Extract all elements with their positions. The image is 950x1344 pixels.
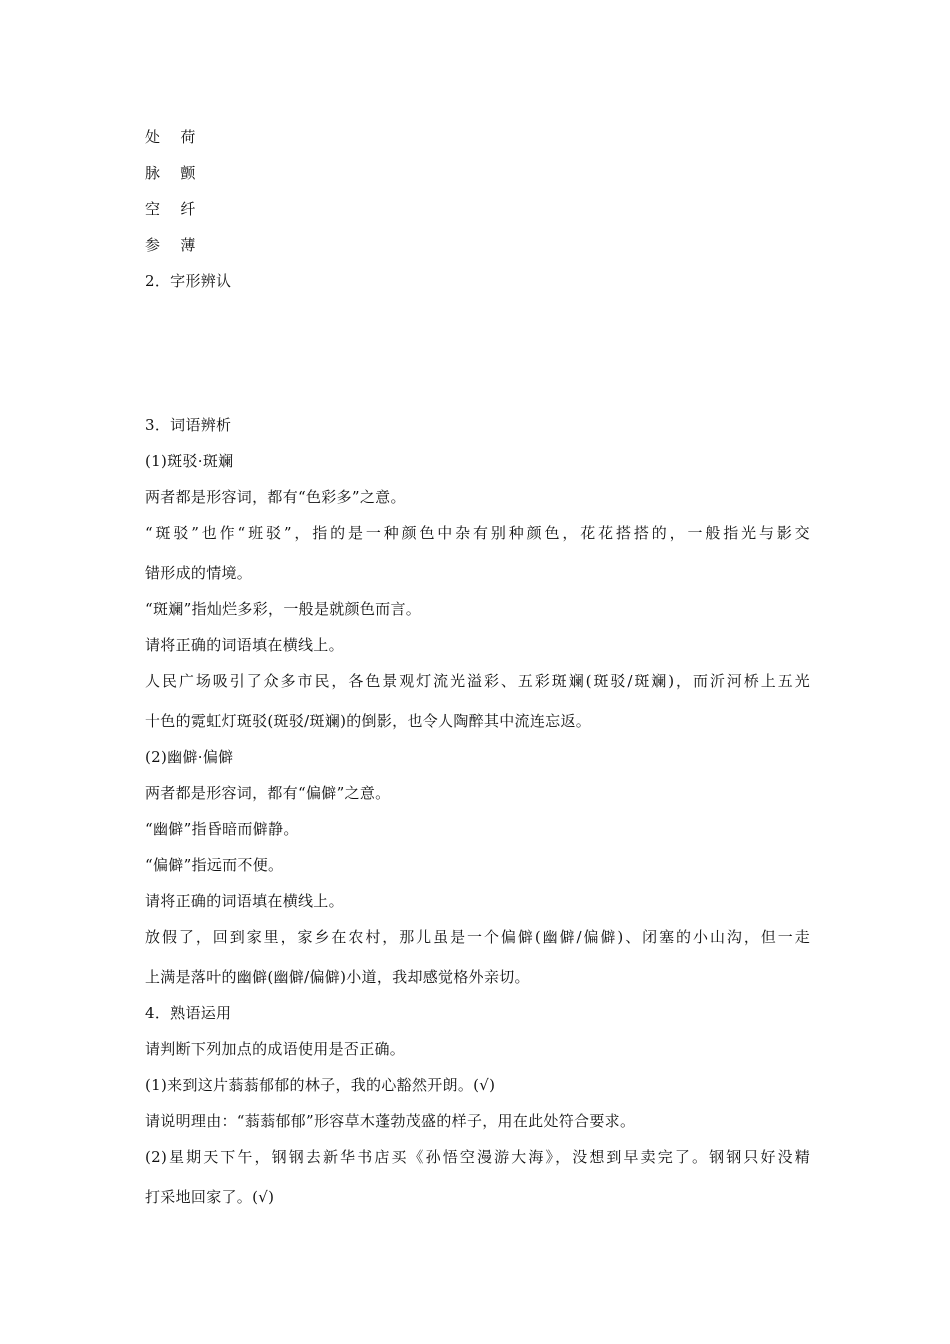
paragraph: 上满是落叶的幽僻(幽僻/偏僻)小道，我却感觉格外亲切。: [145, 968, 530, 986]
paragraph: “斑斓”指灿烂多彩，一般是就颜色而言。: [145, 600, 422, 618]
paragraph: 两者都是形容词，都有“偏僻”之意。: [145, 784, 391, 802]
instruction: 请判断下列加点的成语使用是否正确。: [145, 1040, 406, 1058]
paragraph: 两者都是形容词，都有“色彩多”之意。: [145, 488, 406, 506]
instruction: 请将正确的词语填在横线上。: [145, 636, 344, 654]
part-2-heading: (2)幽僻·偏僻: [145, 748, 234, 766]
paragraph: 十色的霓虹灯斑驳(斑驳/斑斓)的倒影，也令人陶醉其中流连忘返。: [145, 712, 592, 730]
pinyin-row-4: [145, 235, 196, 255]
char-b: 薄: [180, 236, 196, 254]
pinyin-row-1: [145, 127, 196, 147]
section-2-title: 2．字形辨认: [145, 272, 232, 290]
section-3-title: 3．词语辨析: [145, 416, 232, 434]
instruction: 请将正确的词语填在横线上。: [145, 892, 344, 910]
section-4-title: 4．熟语运用: [145, 1004, 232, 1022]
char-a: 处: [145, 128, 161, 146]
question-1: (1)来到这片蓊蓊郁郁的林子，我的心豁然开朗。(√): [145, 1076, 496, 1094]
question-2: (2)星期天下午，钢钢去新华书店买《孙悟空漫游大海》，没想到早卖完了。钢钢只好没精: [145, 1148, 810, 1166]
char-b: 颤: [180, 164, 196, 182]
pinyin-row-3: [145, 199, 196, 219]
paragraph: “斑驳”也作“班驳”，指的是一种颜色中杂有别种颜色，花花搭搭的，一般指光与影交: [145, 524, 810, 542]
question-2-cont: 打采地回家了。(√): [145, 1188, 275, 1206]
paragraph: 人民广场吸引了众多市民，各色景观灯流光溢彩、五彩斑斓(斑驳/斑斓)，而沂河桥上五光: [145, 672, 810, 690]
char-a: 脉: [145, 164, 161, 182]
part-1-heading: (1)斑驳·斑斓: [145, 452, 234, 470]
paragraph: 错形成的情境。: [145, 564, 253, 582]
char-b: 纤: [180, 200, 196, 218]
pinyin-row-2: [145, 163, 196, 183]
char-a: 参: [145, 236, 161, 254]
char-b: 荷: [180, 128, 196, 146]
paragraph: “偏僻”指远而不便。: [145, 856, 284, 874]
char-a: 空: [145, 200, 161, 218]
paragraph: 放假了，回到家里，家乡在农村，那儿虽是一个偏僻(幽僻/偏僻)、闭塞的小山沟，但一走: [145, 928, 810, 946]
paragraph: “幽僻”指昏暗而僻静。: [145, 820, 299, 838]
question-1-reason: 请说明理由：“蓊蓊郁郁”形容草木蓬勃茂盛的样子，用在此处符合要求。: [145, 1112, 636, 1130]
